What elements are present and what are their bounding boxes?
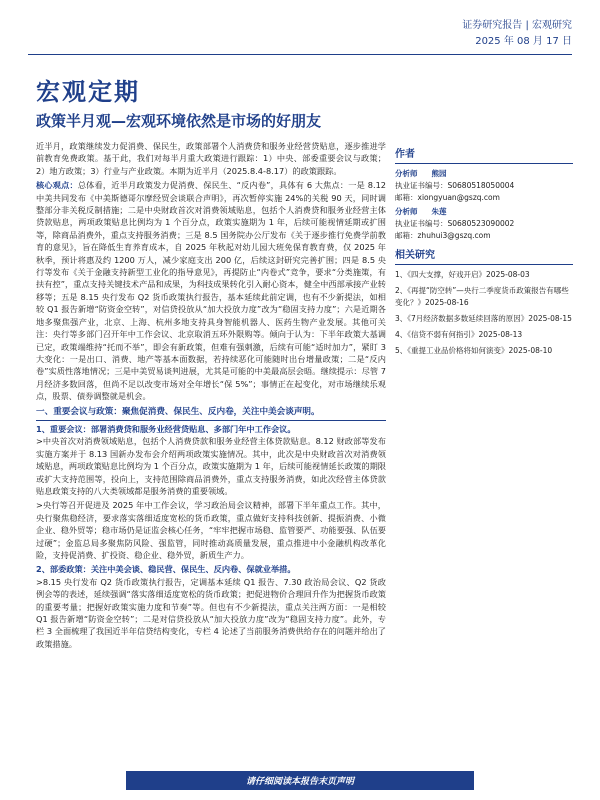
related-report-link[interactable]: 2、《再提“防空转”—央行二季度货币政策报告有哪些变化？》2025-08-16 [395,286,569,307]
related-heading: 相关研究 [395,250,573,265]
related-report-link[interactable]: 1、《四大支撑，好戏开启》2025-08-03 [395,270,530,279]
footer [0,769,600,790]
paragraph: >中央首次对消费领域贴息，包括个人消费贷款和服务业经营主体贷款贴息。8.12 财政部等发布实施方案并于 8.13 国新办发布会介绍两项政策实施情况。其中，此次是中央财政首次对消费领域贴息，两项政策贴息比例均为 1 个百分点，政策实施期为 1 年，后续可能视情延长政策的期限或扩大支持范围等，投向上，支持范围除商品消费外，重点支持服务消费，如此次经营主体贷款贴息政策支持的八大类领域都是服务消费的重要领域。 [36,436,386,496]
analyst-card [395,168,573,204]
core-paragraph [36,179,386,402]
header-divider [28,54,572,55]
core-label: 核心观点： [36,180,78,191]
email-label: 邮箱： [395,193,418,202]
cert-label: 执业证书编号： [395,181,448,190]
related-report-link[interactable]: 5、《重提工业品价格将如何演变》2025-08-10 [395,346,553,355]
intro-paragraph: 近半月，政策继续发力促消费、保民生，政策部署个人消费贷和服务业经营贷贴息，逐步推进学前教育免费政策。基于此，我们对每半月重大政策进行跟踪：1）中央、部委重要会议与政策；2）地方政策；3）行业与产业政策。本期为近半月（2025.8.4-8.17）的政策跟踪。 [36,141,386,176]
report-title: 宏观定期 [36,78,140,106]
paragraph: >8.15 央行发布 Q2 货币政策执行报告，定调基本延续 Q1 报告、7.30 政治局会议、Q2 货政例会等的表述，延续强调“落实落细适度宽松的货币政策；把促进物价合理回升作为把握货币政策的重要考量；把握好政策实施力度和节奏”等。但也有不少新提法，重点关注两方面：一是相较 Q1 报告新增“防资金空转”；二是对信贷投放从“加大投放力度”改为“稳固支持力度”。此外，专栏 3 全面梳理了我国近半年信贷结构变化，专栏 4 论述了当前服务消费供给存在的问题并给出了政策措施。 [36,576,386,649]
email-link[interactable]: zhuhui3@gszq.com [417,231,491,240]
report-subtitle: 政策半月观—宏观环境依然是市场的好朋友 [36,112,322,130]
analyst-card [395,206,573,242]
analyst-role: 分析师 [395,169,418,178]
analyst-name: 朱莲 [431,207,447,216]
author-heading: 作者 [395,149,573,164]
report-date: 2025 年 08 月 17 日 [475,36,572,47]
related-report-link[interactable]: 4、《信贷不弱有何指引》2025-08-13 [395,330,523,339]
section-heading: 一、重要会议与政策：聚焦促消费、保民生、反内卷，关注中美会谈声明。 [36,406,386,421]
sidebar [395,145,573,361]
disclaimer-banner: 请仔细阅读本报告末页声明 [126,771,474,790]
cert-number: S0680523090002 [447,219,515,228]
main-body [36,140,386,652]
core-text: 总体看，近半月政策发力促消费、保民生、“反内卷”，具体有 6 大焦点：一是 8.12 中美共同发布《中美斯德哥尔摩经贸会谈联合声明》，再次暂停实施 24%的关税 90 天，同时调整部分非关税反制措施；二是中央财政首次对消费领域贴息，包括个人消费贷和服务业经营主体贷款贴息，两项政策贴息比例均为 1 个百分点，政策实施期为 1 年，后续可能视情延期或扩围等，除商品消费外，重点支持服务消费；三是 8.5 国务院办公厅发布《关于逐步推行免费学前教育的意见》，旨在降低生育养育成本，自 2025 年秋起对幼儿园大班免保育教育费，仅 2025 年秋季，预计将惠及约 1200 万人，减少家庭支出 200 亿，后续这封研究完善扩围；四是 8.5 央行等发布《关于金融支持新型工业化的指导意见》，再提防止“内卷式”竞争，要求“分类施策，有扶有控”，重点支持关键技术产品和成果，为科技成果转化引入耐心资本，健全中西部承接产业转移等；五是 8.15 央行发布 Q2 货币政策执行报告，基本延续此前定调，也有不少新提法，如相较 Q1 报告新增“防资金空转”，对信贷投放从“加大投放力度”改为“稳固支持力度”；六是近期各地多聚焦强产业，北京、上海、杭州多地支持具身智能机器人、医药生物产业发展。其他可关注：央行等多部门召开年中工作会议、北京取消五环外限购等。倾向于认为：下半年政策大基调已定，政策端维持“托而不举”，即会有新政策，但难有强刺激，后续有可能“适时加力”，紧盯 3 大变化：一是出口、消费、地产等基本面数据，若持续恶化可能随时出台增量政策；二是“反内卷”实质性落地情况；三是中美贸易谈判进展，尤其是可能的中美最高层会晤。继续提示：尽管 7 月经济多数回落，但尚不足以改变市场对全年增长“保 5%”；事情正在起变化，对市场继续乐观点，股票、债券调整就是机会。 [36,180,386,402]
email-link[interactable]: xiongyuan@gszq.com [417,193,500,202]
report-category: 证券研究报告 | 宏观研究 [462,20,572,31]
report-header [462,18,572,50]
cert-number: S0680518050004 [447,181,515,190]
analyst-role: 分析师 [395,207,418,216]
paragraph: >央行等召开促进及 2025 年中工作会议，学习政治局会议精神，部署下半年重点工作。其中，央行聚焦稳经济，要求落实落细适度宽松的货币政策，重点做好支持科技创新、提振消费、小微企业、稳外贸等；稳市场仍是证监会核心任务，“牢牢把握市场稳、监管要严、功能要强、队伍要过硬”；金监总局多聚焦防风险、强监管，同时推动高质量发展，重点推进中小金融机构改革化险，支持促消费、扩投资、稳企业、稳外贸，新质生产力。 [36,500,386,560]
related-report-link[interactable]: 3、《7月经济数据多数延续回落的原因》2025-08-15 [395,314,572,323]
subsection-title-2: 2、部委政策：关注中美会谈、稳民营、保民生、反内卷、保就业举措。 [36,564,296,575]
analyst-name: 熊园 [431,169,447,178]
email-label: 邮箱： [395,231,418,240]
cert-label: 执业证书编号： [395,219,448,228]
subsection-title-1: 1、重要会议：部署消费贷和服务业经营贷贴息、多部门年中工作会议。 [36,423,296,434]
